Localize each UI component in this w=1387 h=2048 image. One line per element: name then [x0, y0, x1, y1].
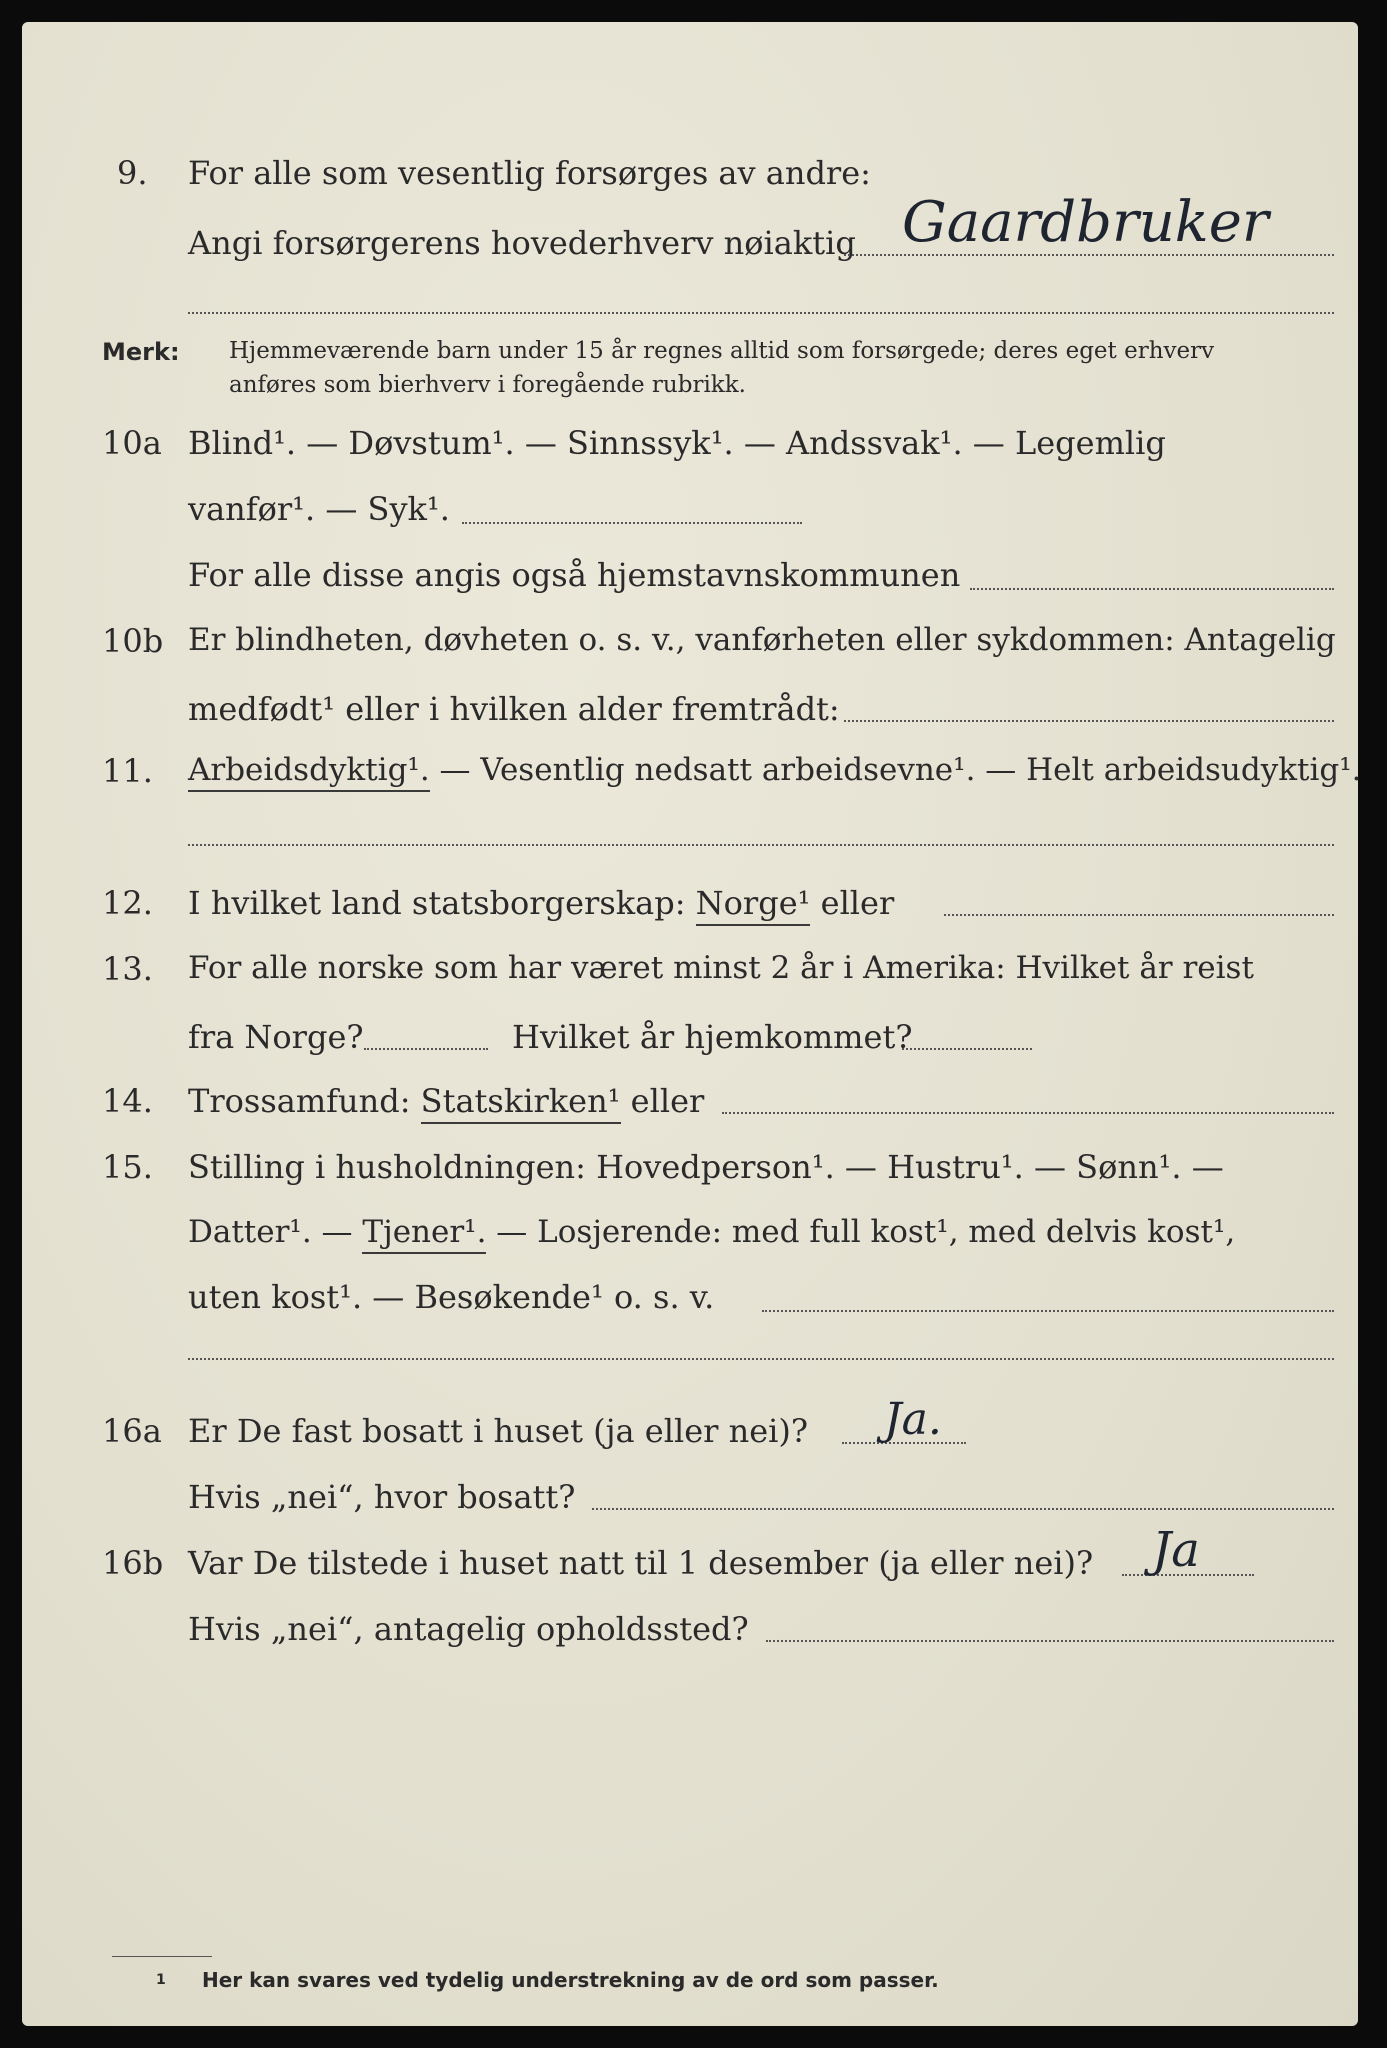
- q16a-handwritten-answer: Ja.: [884, 1394, 942, 1445]
- q16b-line1: Var De tilstede i huset natt til 1 desember (ja eller nei)?: [188, 1544, 1094, 1582]
- footnote-rule: [112, 1956, 212, 1957]
- q12-dots: [944, 914, 1334, 916]
- q10a-line3: For alle disse angis også hjemstavnskommunen: [188, 556, 961, 594]
- q15-number: 15.: [102, 1148, 153, 1186]
- census-form-page: [22, 22, 1362, 2026]
- q15-extra-dots: [188, 1358, 1334, 1360]
- q15-dots: [762, 1310, 1334, 1312]
- q14-line: [188, 1082, 704, 1120]
- q12-post: eller: [810, 884, 895, 922]
- q13-line2a: fra Norge?: [188, 1018, 364, 1056]
- q11-underlined-answer: Arbeidsdyktig¹.: [188, 752, 430, 792]
- q13-hjem-dots: [902, 1048, 1032, 1050]
- q12-number: 12.: [102, 884, 153, 922]
- q9-line1: For alle som vesentlig forsørges av andre:: [188, 154, 871, 192]
- q12-pre: I hvilket land statsborgerskap:: [188, 884, 696, 922]
- q10a-line1: Blind¹. — Døvstum¹. — Sinnssyk¹. — Andssvak¹. — Legemlig: [188, 424, 1166, 462]
- q12-underlined-answer: Norge¹: [696, 884, 811, 926]
- merk-label: Merk:: [102, 338, 180, 366]
- q15-line3: uten kost¹. — Besøkende¹ o. s. v.: [188, 1278, 715, 1316]
- q10a-line2: vanfør¹. — Syk¹.: [188, 490, 450, 528]
- q11-number: 11.: [102, 752, 153, 790]
- q14-dots: [722, 1112, 1334, 1114]
- q16a-line2: Hvis „nei“, hvor bosatt?: [188, 1478, 576, 1516]
- q14-underlined-answer: Statskirken¹: [421, 1082, 621, 1124]
- q10b-line2: medfødt¹ eller i hvilken alder fremtrådt:: [188, 690, 840, 728]
- q15-line2-post: — Losjerende: med full kost¹, med delvis kost¹,: [486, 1214, 1236, 1250]
- q13-number: 13.: [102, 950, 153, 988]
- q15-line1: Stilling i husholdningen: Hovedperson¹. — Hustru¹. — Sønn¹. —: [188, 1148, 1224, 1186]
- q10a-number: 10a: [102, 424, 162, 462]
- q16a-number: 16a: [102, 1412, 162, 1450]
- q16b-line2: Hvis „nei“, antagelig opholdssted?: [188, 1610, 749, 1648]
- footnote-text: Her kan svares ved tydelig understrekning av de ord som passer.: [202, 1968, 939, 1992]
- q10b-line1: Er blindheten, døvheten o. s. v., vanførheten eller sykdommen: Antagelig: [188, 622, 1336, 658]
- q9-handwritten-answer: Gaardbruker: [902, 190, 1269, 255]
- q14-pre: Trossamfund:: [188, 1082, 421, 1120]
- q16b-opholdssted-dots: [766, 1640, 1334, 1642]
- q11-rest: — Vesentlig nedsatt arbeidsevne¹. — Helt arbeidsudyktig¹.: [429, 752, 1362, 788]
- merk-line2: anføres som bierhverv i foregående rubrikk.: [229, 372, 746, 398]
- q9-number: 9.: [117, 154, 148, 192]
- q16a-bosatt-dots: [592, 1508, 1334, 1510]
- q13-reist-dots: [364, 1048, 488, 1050]
- q11-dots: [188, 844, 1334, 846]
- q14-number: 14.: [102, 1082, 153, 1120]
- q10b-dots: [844, 720, 1334, 722]
- q11-line: [188, 752, 1362, 788]
- q10a-syk-dots: [462, 522, 802, 524]
- q14-post: eller: [620, 1082, 705, 1120]
- q15-line2: [188, 1214, 1235, 1250]
- q10b-number: 10b: [102, 622, 164, 660]
- q15-line2-pre: Datter¹. —: [188, 1214, 363, 1250]
- footnote-mark: 1: [156, 1972, 166, 1988]
- q16b-number: 16b: [102, 1544, 164, 1582]
- q10a-kommune-dots: [970, 588, 1334, 590]
- q15-underlined-answer: Tjener¹.: [362, 1214, 486, 1254]
- q16a-line1: Er De fast bosatt i huset (ja eller nei)?: [188, 1412, 809, 1450]
- merk-line1: Hjemmeværende barn under 15 år regnes alltid som forsørgede; deres eget erhverv: [229, 338, 1215, 364]
- q9-line2: Angi forsørgerens hovederhverv nøiaktig: [188, 224, 856, 262]
- q13-line2b: Hvilket år hjemkommet?: [512, 1018, 913, 1056]
- q13-line1: For alle norske som har været minst 2 år i Amerika: Hvilket år reist: [188, 950, 1254, 986]
- q12-line: [188, 884, 894, 922]
- q16b-handwritten-answer: Ja: [1152, 1522, 1200, 1578]
- q9-extra-dots: [188, 312, 1334, 314]
